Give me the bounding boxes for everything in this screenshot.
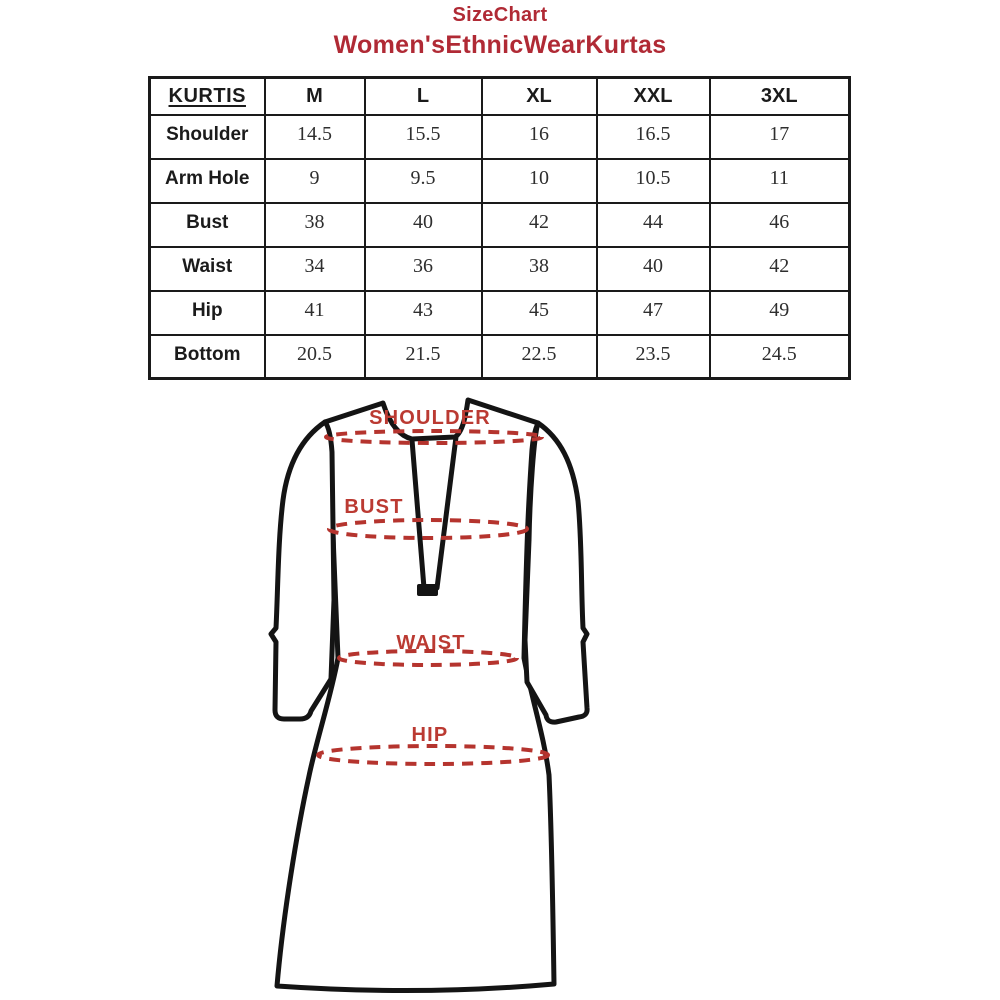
row-label-hip: Hip xyxy=(150,291,265,335)
column-header-m: M xyxy=(265,78,365,115)
size-cell: 40 xyxy=(365,203,482,247)
row-label-shoulder: Shoulder xyxy=(150,115,265,159)
size-cell: 10 xyxy=(482,159,597,203)
size-cell: 41 xyxy=(265,291,365,335)
size-cell: 24.5 xyxy=(710,335,850,379)
column-header-3xl: 3XL xyxy=(710,78,850,115)
size-cell: 38 xyxy=(482,247,597,291)
size-cell: 44 xyxy=(597,203,710,247)
table-header-row xyxy=(150,78,850,115)
size-cell: 11 xyxy=(710,159,850,203)
size-table xyxy=(148,76,851,380)
size-cell: 16 xyxy=(482,115,597,159)
placket-button xyxy=(417,584,438,596)
column-header-kurtis xyxy=(150,78,265,115)
kurtis-label: KURTIS xyxy=(168,84,246,107)
size-cell: 34 xyxy=(265,247,365,291)
size-cell: 21.5 xyxy=(365,335,482,379)
size-cell: 36 xyxy=(365,247,482,291)
size-cell: 49 xyxy=(710,291,850,335)
size-cell: 14.5 xyxy=(265,115,365,159)
size-cell: 40 xyxy=(597,247,710,291)
size-cell: 17 xyxy=(710,115,850,159)
shoulder-label: SHOULDER xyxy=(369,407,491,429)
table-row-hip xyxy=(150,291,850,335)
size-cell: 23.5 xyxy=(597,335,710,379)
table-row-waist xyxy=(150,247,850,291)
row-label-armhole: Arm Hole xyxy=(150,159,265,203)
size-cell: 10.5 xyxy=(597,159,710,203)
size-cell: 43 xyxy=(365,291,482,335)
row-label-waist: Waist xyxy=(150,247,265,291)
size-cell: 42 xyxy=(710,247,850,291)
size-cell: 9 xyxy=(265,159,365,203)
column-header-xl: XL xyxy=(482,78,597,115)
table-row-shoulder xyxy=(150,115,850,159)
size-cell: 16.5 xyxy=(597,115,710,159)
kurta-diagram xyxy=(240,393,660,1000)
column-header-l: L xyxy=(365,78,482,115)
size-cell: 22.5 xyxy=(482,335,597,379)
page-title: SizeChart xyxy=(452,4,548,26)
size-cell: 42 xyxy=(482,203,597,247)
page-header xyxy=(0,4,1000,60)
kurta-right-sleeve xyxy=(525,423,587,722)
size-cell: 9.5 xyxy=(365,159,482,203)
row-label-bust: Bust xyxy=(150,203,265,247)
bust-label: BUST xyxy=(344,496,404,518)
size-cell: 38 xyxy=(265,203,365,247)
size-cell: 20.5 xyxy=(265,335,365,379)
page-subtitle: Women'sEthnicWearKurtas xyxy=(333,31,667,59)
size-cell: 47 xyxy=(597,291,710,335)
hip-label: HIP xyxy=(411,724,449,746)
row-label-bottom: Bottom xyxy=(150,335,265,379)
waist-label: WAIST xyxy=(396,632,466,654)
column-header-xxl: XXL xyxy=(597,78,710,115)
table-row-armhole xyxy=(150,159,850,203)
size-cell: 15.5 xyxy=(365,115,482,159)
table-row-bottom xyxy=(150,335,850,379)
size-cell: 45 xyxy=(482,291,597,335)
table-row-bust xyxy=(150,203,850,247)
kurta-left-sleeve xyxy=(271,422,334,719)
size-cell: 46 xyxy=(710,203,850,247)
